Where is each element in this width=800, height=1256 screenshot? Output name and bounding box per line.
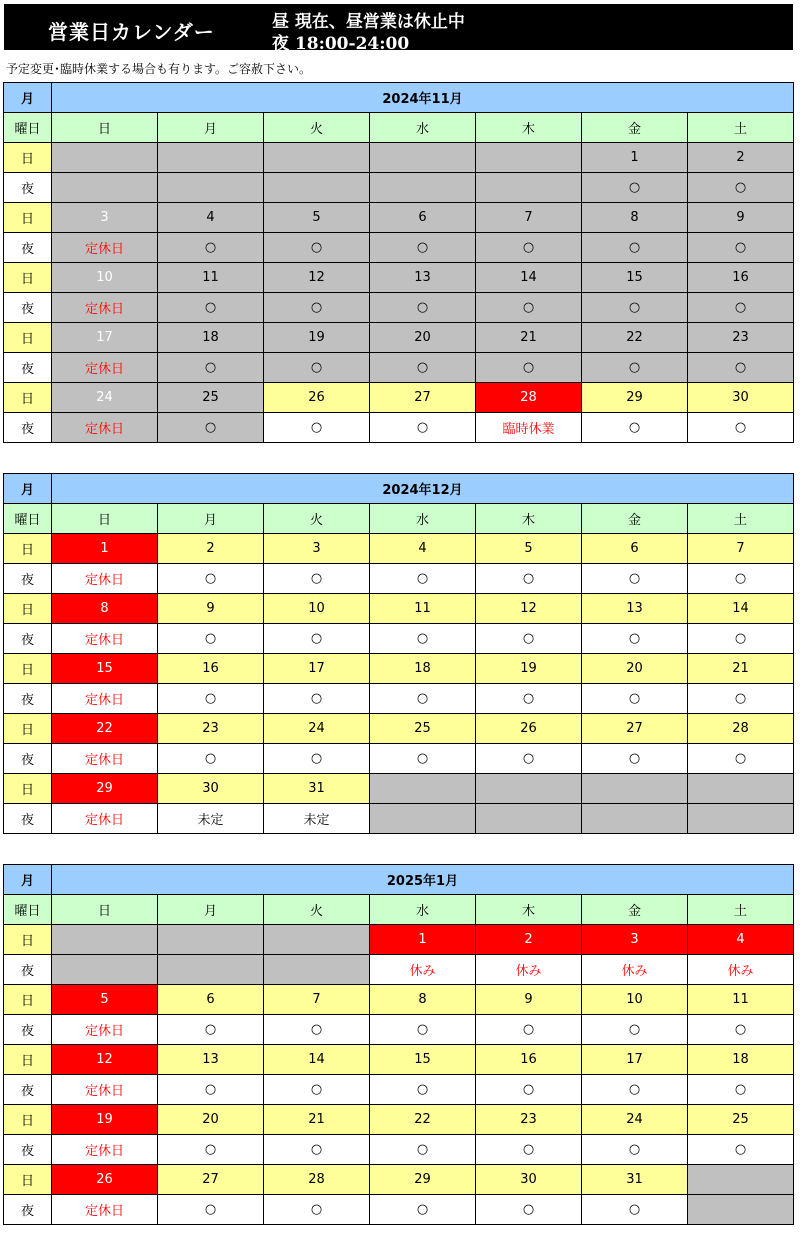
- day-cell: 9: [476, 985, 582, 1015]
- day-cell: 7: [688, 534, 794, 564]
- night-status-cell: [688, 804, 794, 834]
- weekday-header: 土: [688, 895, 794, 925]
- row-label-day: 日: [4, 143, 52, 173]
- day-cell: 31: [264, 774, 370, 804]
- day-cell: 16: [688, 263, 794, 293]
- night-status-cell: [264, 173, 370, 203]
- month-label: 月: [4, 865, 52, 895]
- day-cell: 4: [158, 203, 264, 233]
- night-status-cell: ○: [264, 1075, 370, 1105]
- day-cell: 27: [158, 1165, 264, 1195]
- night-status-cell: 定休日: [52, 233, 158, 263]
- night-status-cell: ○: [370, 1135, 476, 1165]
- month-calendar: [3, 82, 794, 443]
- row-label-night: 夜: [4, 1135, 52, 1165]
- row-label-night: 夜: [4, 955, 52, 985]
- day-cell: 21: [476, 323, 582, 353]
- row-label-day: 日: [4, 925, 52, 955]
- night-status-cell: ○: [688, 233, 794, 263]
- day-cell: 18: [688, 1045, 794, 1075]
- night-status-cell: ○: [264, 624, 370, 654]
- month-title: 2024年11月: [52, 83, 794, 113]
- night-status-cell: ○: [688, 1015, 794, 1045]
- night-status-cell: ○: [582, 684, 688, 714]
- row-label-day: 日: [4, 263, 52, 293]
- day-cell: 9: [688, 203, 794, 233]
- day-cell: 6: [158, 985, 264, 1015]
- row-label-day: 日: [4, 1105, 52, 1135]
- night-status-cell: ○: [158, 413, 264, 443]
- weekday-header: 月: [158, 113, 264, 143]
- night-status-cell: ○: [264, 684, 370, 714]
- month-title: 2025年1月: [52, 865, 794, 895]
- night-status-cell: ○: [476, 564, 582, 594]
- weekday-label: 曜日: [4, 113, 52, 143]
- day-cell: 8: [370, 985, 476, 1015]
- night-status-cell: ○: [264, 1195, 370, 1225]
- night-status-cell: ○: [688, 293, 794, 323]
- night-status-cell: 定休日: [52, 624, 158, 654]
- day-cell: 13: [370, 263, 476, 293]
- night-status-cell: ○: [370, 624, 476, 654]
- night-status-cell: ○: [476, 684, 582, 714]
- night-status-cell: ○: [370, 564, 476, 594]
- day-cell: 14: [476, 263, 582, 293]
- night-status-cell: [158, 955, 264, 985]
- day-cell: 27: [582, 714, 688, 744]
- day-cell: 17: [52, 323, 158, 353]
- night-status-cell: ○: [582, 173, 688, 203]
- night-status-cell: ○: [582, 293, 688, 323]
- row-label-day: 日: [4, 1045, 52, 1075]
- day-cell: 10: [264, 594, 370, 624]
- night-status-cell: ○: [688, 353, 794, 383]
- day-cell: 16: [476, 1045, 582, 1075]
- day-cell: 22: [52, 714, 158, 744]
- row-label-night: 夜: [4, 744, 52, 774]
- day-cell: [52, 925, 158, 955]
- day-cell: 16: [158, 654, 264, 684]
- weekday-header: 月: [158, 895, 264, 925]
- night-status-cell: ○: [264, 1015, 370, 1045]
- night-status-cell: [52, 955, 158, 985]
- row-label-night: 夜: [4, 804, 52, 834]
- day-cell: 1: [370, 925, 476, 955]
- day-cell: 1: [52, 534, 158, 564]
- night-status-cell: ○: [370, 293, 476, 323]
- night-status-cell: ○: [582, 233, 688, 263]
- day-cell: 30: [158, 774, 264, 804]
- night-status-cell: [370, 173, 476, 203]
- day-cell: 12: [264, 263, 370, 293]
- day-cell: 24: [264, 714, 370, 744]
- day-cell: 4: [370, 534, 476, 564]
- night-status-cell: ○: [158, 624, 264, 654]
- night-status-cell: 臨時休業: [476, 413, 582, 443]
- night-status-cell: ○: [688, 173, 794, 203]
- night-status-cell: 定休日: [52, 564, 158, 594]
- row-label-night: 夜: [4, 173, 52, 203]
- day-cell: [476, 143, 582, 173]
- day-cell: 25: [688, 1105, 794, 1135]
- weekday-header: 日: [52, 504, 158, 534]
- night-status-cell: ○: [476, 1195, 582, 1225]
- day-cell: 28: [476, 383, 582, 413]
- day-cell: 30: [476, 1165, 582, 1195]
- row-label-day: 日: [4, 714, 52, 744]
- night-status-cell: 定休日: [52, 804, 158, 834]
- day-cell: [688, 774, 794, 804]
- night-status-cell: ○: [688, 413, 794, 443]
- day-cell: [582, 774, 688, 804]
- row-label-night: 夜: [4, 1195, 52, 1225]
- day-cell: 23: [688, 323, 794, 353]
- night-status-cell: ○: [370, 684, 476, 714]
- day-cell: 19: [52, 1105, 158, 1135]
- night-status-cell: ○: [688, 564, 794, 594]
- day-cell: 26: [476, 714, 582, 744]
- night-status-cell: 定休日: [52, 1015, 158, 1045]
- day-cell: 19: [476, 654, 582, 684]
- night-status-cell: ○: [158, 353, 264, 383]
- day-cell: 14: [688, 594, 794, 624]
- day-cell: 13: [582, 594, 688, 624]
- weekday-label: 曜日: [4, 504, 52, 534]
- day-cell: [688, 1165, 794, 1195]
- day-cell: 15: [582, 263, 688, 293]
- day-cell: 11: [688, 985, 794, 1015]
- weekday-header: 金: [582, 113, 688, 143]
- night-status-cell: ○: [476, 1075, 582, 1105]
- day-cell: 17: [264, 654, 370, 684]
- lunch-hours: 昼 現在、昼営業は休止中: [272, 12, 465, 32]
- month-title: 2024年12月: [52, 474, 794, 504]
- day-cell: [476, 774, 582, 804]
- night-status-cell: [688, 1195, 794, 1225]
- row-label-day: 日: [4, 654, 52, 684]
- night-status-cell: ○: [264, 413, 370, 443]
- day-cell: [158, 925, 264, 955]
- day-cell: [264, 143, 370, 173]
- night-status-cell: [582, 804, 688, 834]
- night-status-cell: 定休日: [52, 1075, 158, 1105]
- weekday-header: 金: [582, 504, 688, 534]
- day-cell: [370, 143, 476, 173]
- night-status-cell: ○: [582, 1015, 688, 1045]
- night-status-cell: ○: [264, 744, 370, 774]
- weekday-header: 月: [158, 504, 264, 534]
- day-cell: 6: [582, 534, 688, 564]
- weekday-header: 土: [688, 113, 794, 143]
- night-status-cell: ○: [476, 744, 582, 774]
- night-status-cell: [52, 173, 158, 203]
- row-label-night: 夜: [4, 1075, 52, 1105]
- row-label-night: 夜: [4, 564, 52, 594]
- day-cell: 1: [582, 143, 688, 173]
- night-status-cell: ○: [370, 744, 476, 774]
- day-cell: 4: [688, 925, 794, 955]
- night-status-cell: ○: [476, 1135, 582, 1165]
- weekday-header: 火: [264, 895, 370, 925]
- day-cell: 13: [158, 1045, 264, 1075]
- day-cell: 5: [476, 534, 582, 564]
- night-status-cell: ○: [158, 1015, 264, 1045]
- night-status-cell: 休み: [476, 955, 582, 985]
- night-status-cell: ○: [476, 233, 582, 263]
- night-status-cell: ○: [158, 564, 264, 594]
- night-status-cell: ○: [264, 293, 370, 323]
- night-status-cell: ○: [370, 1195, 476, 1225]
- day-cell: 3: [582, 925, 688, 955]
- day-cell: 12: [52, 1045, 158, 1075]
- row-label-day: 日: [4, 534, 52, 564]
- day-cell: 15: [370, 1045, 476, 1075]
- night-status-cell: ○: [582, 564, 688, 594]
- row-label-day: 日: [4, 985, 52, 1015]
- day-cell: 26: [52, 1165, 158, 1195]
- night-status-cell: ○: [688, 1075, 794, 1105]
- night-status-cell: ○: [688, 684, 794, 714]
- day-cell: 17: [582, 1045, 688, 1075]
- day-cell: 18: [370, 654, 476, 684]
- day-cell: 14: [264, 1045, 370, 1075]
- weekday-header: 木: [476, 113, 582, 143]
- row-label-day: 日: [4, 383, 52, 413]
- day-cell: 20: [582, 654, 688, 684]
- day-cell: 28: [264, 1165, 370, 1195]
- night-status-cell: ○: [476, 293, 582, 323]
- night-status-cell: 未定: [264, 804, 370, 834]
- weekday-header: 木: [476, 895, 582, 925]
- night-status-cell: ○: [582, 1135, 688, 1165]
- day-cell: 25: [158, 383, 264, 413]
- day-cell: 10: [52, 263, 158, 293]
- day-cell: 8: [582, 203, 688, 233]
- night-status-cell: ○: [158, 684, 264, 714]
- page-header: [4, 4, 793, 54]
- night-status-cell: 休み: [688, 955, 794, 985]
- night-status-cell: ○: [158, 1075, 264, 1105]
- weekday-header: 火: [264, 504, 370, 534]
- day-cell: 15: [52, 654, 158, 684]
- day-cell: [158, 143, 264, 173]
- schedule-notice: 予定変更･臨時休業する場合も有ります。ご容赦下さい。: [6, 62, 312, 76]
- day-cell: 29: [370, 1165, 476, 1195]
- day-cell: 3: [264, 534, 370, 564]
- day-cell: 7: [476, 203, 582, 233]
- day-cell: 8: [52, 594, 158, 624]
- day-cell: 11: [158, 263, 264, 293]
- day-cell: 24: [582, 1105, 688, 1135]
- day-cell: 9: [158, 594, 264, 624]
- day-cell: [264, 925, 370, 955]
- weekday-header: 日: [52, 895, 158, 925]
- night-status-cell: [264, 955, 370, 985]
- day-cell: 3: [52, 203, 158, 233]
- day-cell: 30: [688, 383, 794, 413]
- month-calendar: [3, 473, 794, 834]
- day-cell: 5: [264, 203, 370, 233]
- night-status-cell: [370, 804, 476, 834]
- month-label: 月: [4, 474, 52, 504]
- night-status-cell: 休み: [582, 955, 688, 985]
- day-cell: 28: [688, 714, 794, 744]
- row-label-day: 日: [4, 1165, 52, 1195]
- night-status-cell: ○: [158, 293, 264, 323]
- weekday-header: 火: [264, 113, 370, 143]
- day-cell: [52, 143, 158, 173]
- row-label-night: 夜: [4, 1015, 52, 1045]
- day-cell: 6: [370, 203, 476, 233]
- night-status-cell: [476, 804, 582, 834]
- day-cell: 25: [370, 714, 476, 744]
- day-cell: 21: [264, 1105, 370, 1135]
- night-status-cell: ○: [264, 233, 370, 263]
- night-status-cell: ○: [264, 564, 370, 594]
- row-label-day: 日: [4, 594, 52, 624]
- night-status-cell: ○: [158, 744, 264, 774]
- night-status-cell: ○: [158, 1195, 264, 1225]
- day-cell: 20: [158, 1105, 264, 1135]
- day-cell: 24: [52, 383, 158, 413]
- night-status-cell: ○: [582, 353, 688, 383]
- day-cell: 23: [158, 714, 264, 744]
- day-cell: 2: [688, 143, 794, 173]
- day-cell: 21: [688, 654, 794, 684]
- day-cell: 29: [582, 383, 688, 413]
- night-status-cell: ○: [370, 413, 476, 443]
- row-label-night: 夜: [4, 353, 52, 383]
- page-title: 営業日カレンダー: [48, 20, 215, 44]
- row-label-day: 日: [4, 203, 52, 233]
- night-status-cell: ○: [582, 744, 688, 774]
- night-status-cell: ○: [582, 624, 688, 654]
- day-cell: 2: [476, 925, 582, 955]
- night-status-cell: ○: [158, 1135, 264, 1165]
- night-status-cell: ○: [370, 1075, 476, 1105]
- night-status-cell: 定休日: [52, 684, 158, 714]
- day-cell: 29: [52, 774, 158, 804]
- day-cell: 20: [370, 323, 476, 353]
- night-status-cell: ○: [264, 1135, 370, 1165]
- day-cell: 2: [158, 534, 264, 564]
- night-status-cell: 未定: [158, 804, 264, 834]
- weekday-header: 水: [370, 504, 476, 534]
- row-label-night: 夜: [4, 413, 52, 443]
- day-cell: 5: [52, 985, 158, 1015]
- day-cell: 10: [582, 985, 688, 1015]
- night-status-cell: ○: [582, 413, 688, 443]
- row-label-night: 夜: [4, 293, 52, 323]
- weekday-header: 金: [582, 895, 688, 925]
- day-cell: 12: [476, 594, 582, 624]
- night-status-cell: ○: [582, 1075, 688, 1105]
- month-label: 月: [4, 83, 52, 113]
- day-cell: 18: [158, 323, 264, 353]
- dinner-hours: 夜 18:00-24:00: [272, 34, 410, 54]
- day-cell: 27: [370, 383, 476, 413]
- day-cell: 31: [582, 1165, 688, 1195]
- day-cell: [370, 774, 476, 804]
- night-status-cell: ○: [476, 353, 582, 383]
- night-status-cell: ○: [158, 233, 264, 263]
- night-status-cell: 定休日: [52, 293, 158, 323]
- night-status-cell: 定休日: [52, 744, 158, 774]
- night-status-cell: ○: [370, 1015, 476, 1045]
- night-status-cell: ○: [370, 353, 476, 383]
- night-status-cell: ○: [264, 353, 370, 383]
- night-status-cell: ○: [476, 1015, 582, 1045]
- row-label-day: 日: [4, 774, 52, 804]
- night-status-cell: ○: [688, 624, 794, 654]
- night-status-cell: 定休日: [52, 1135, 158, 1165]
- weekday-label: 曜日: [4, 895, 52, 925]
- weekday-header: 日: [52, 113, 158, 143]
- row-label-night: 夜: [4, 624, 52, 654]
- day-cell: 22: [582, 323, 688, 353]
- night-status-cell: ○: [688, 1135, 794, 1165]
- night-status-cell: 定休日: [52, 353, 158, 383]
- day-cell: 11: [370, 594, 476, 624]
- night-status-cell: ○: [582, 1195, 688, 1225]
- day-cell: 26: [264, 383, 370, 413]
- night-status-cell: ○: [476, 624, 582, 654]
- night-status-cell: ○: [370, 233, 476, 263]
- row-label-night: 夜: [4, 233, 52, 263]
- night-status-cell: [158, 173, 264, 203]
- row-label-day: 日: [4, 323, 52, 353]
- day-cell: 22: [370, 1105, 476, 1135]
- day-cell: 19: [264, 323, 370, 353]
- night-status-cell: 休み: [370, 955, 476, 985]
- night-status-cell: ○: [688, 744, 794, 774]
- weekday-header: 水: [370, 113, 476, 143]
- weekday-header: 木: [476, 504, 582, 534]
- night-status-cell: 定休日: [52, 413, 158, 443]
- day-cell: 23: [476, 1105, 582, 1135]
- row-label-night: 夜: [4, 684, 52, 714]
- weekday-header: 水: [370, 895, 476, 925]
- month-calendar: [3, 864, 794, 1225]
- weekday-header: 土: [688, 504, 794, 534]
- night-status-cell: 定休日: [52, 1195, 158, 1225]
- night-status-cell: [476, 173, 582, 203]
- day-cell: 7: [264, 985, 370, 1015]
